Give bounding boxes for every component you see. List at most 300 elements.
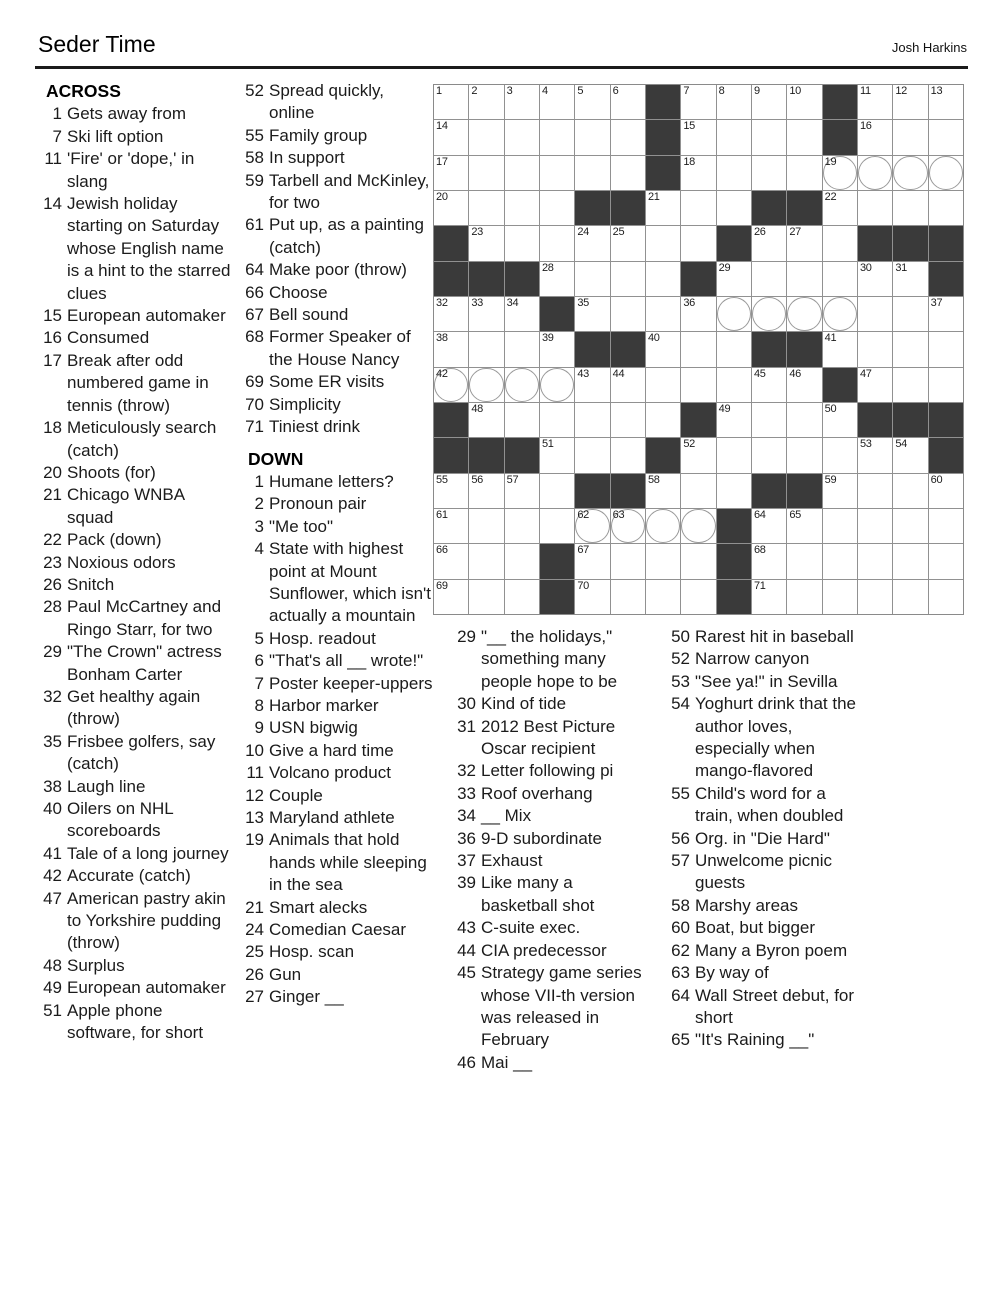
grid-cell-r15c6[interactable] [611,580,645,614]
grid-cell-r5c10[interactable] [752,226,786,260]
grid-cell-r10c4[interactable] [540,403,574,437]
cell-number: 58 [647,473,660,486]
clue-text: Tiniest drink [269,417,361,437]
grid-cell-r3c14[interactable] [893,156,927,190]
grid-cell-r3c13[interactable] [858,156,892,190]
grid-cell-r9c2[interactable] [469,368,503,402]
grid-cell-r7c3[interactable] [505,297,539,331]
grid-cell-r6c6[interactable] [611,262,645,296]
grid-cell-r9c7[interactable] [646,368,680,402]
grid-cell-r4c4[interactable] [540,191,574,225]
grid-cell-r7c11[interactable] [787,297,821,331]
grid-cell-r13c7[interactable] [646,509,680,543]
clue-down-54 [666,693,864,783]
clue-number: 18 [43,418,62,438]
grid-cell-r9c1[interactable] [434,368,468,402]
grid-cell-r15c10[interactable] [752,580,786,614]
grid-cell-r11c6[interactable] [611,438,645,472]
clue-number: 21 [43,485,62,505]
grid-cell-r3c6[interactable] [611,156,645,190]
grid-cell-r12c3[interactable] [505,474,539,508]
clue-down-4 [240,538,434,628]
clue-text: Tarbell and McKinley, for two [269,170,430,213]
cell-number: 21 [647,190,660,203]
black-cell-r9c12 [823,368,857,402]
clue-text: Paul McCartney and Ringo Starr, for two [67,597,222,639]
grid-cell-r8c2[interactable] [469,332,503,366]
grid-cell-r6c7[interactable] [646,262,680,296]
grid-cell-r1c4[interactable] [540,85,574,119]
clue-down-5 [240,628,434,650]
clue-number: 64 [671,985,690,1005]
clue-across-70 [240,394,434,416]
clue-text: Make poor (throw) [269,260,407,280]
clue-down-10 [240,740,434,762]
grid-cell-r3c1[interactable] [434,156,468,190]
grid-cell-r8c1[interactable] [434,332,468,366]
grid-cell-r4c7[interactable] [646,191,680,225]
clue-down-60 [666,917,864,939]
grid-cell-r3c11[interactable] [787,156,821,190]
grid-cell-r5c6[interactable] [611,226,645,260]
grid-cell-r2c14[interactable] [893,120,927,154]
grid-cell-r11c5[interactable] [575,438,609,472]
cell-number: 11 [859,85,871,97]
grid-cell-r1c15[interactable] [929,85,963,119]
grid-cell-r2c3[interactable] [505,120,539,154]
grid-cell-r2c11[interactable] [787,120,821,154]
grid-cell-r5c5[interactable] [575,226,609,260]
grid-cell-r2c5[interactable] [575,120,609,154]
grid-cell-r9c13[interactable] [858,368,892,402]
clue-text: Animals that hold hands while sleeping in the sea [269,830,427,895]
grid-cell-r14c15[interactable] [929,544,963,578]
grid-cell-r6c9[interactable] [717,262,751,296]
grid-cell-r14c13[interactable] [858,544,892,578]
circle-marker [505,368,539,402]
grid-cell-r1c13[interactable] [858,85,892,119]
grid-cell-r14c3[interactable] [505,544,539,578]
grid-cell-r5c3[interactable] [505,226,539,260]
grid-cell-r10c10[interactable] [752,403,786,437]
grid-cell-r12c2[interactable] [469,474,503,508]
grid-cell-r7c1[interactable] [434,297,468,331]
clue-text: Tale of a long journey [67,843,229,863]
black-cell-r12c10 [752,474,786,508]
grid-cell-r11c12[interactable] [823,438,857,472]
black-cell-r1c7 [646,85,680,119]
grid-cell-r3c8[interactable] [681,156,715,190]
grid-cell-r12c4[interactable] [540,474,574,508]
clue-text: Comedian Caesar [269,920,407,940]
grid-cell-r9c5[interactable] [575,368,609,402]
grid-cell-r11c14[interactable] [893,438,927,472]
clue-number: 61 [245,215,264,235]
grid-cell-r12c13[interactable] [858,474,892,508]
grid-cell-r13c6[interactable] [611,509,645,543]
grid-cell-r3c2[interactable] [469,156,503,190]
grid-cell-r4c8[interactable] [681,191,715,225]
clue-column-4 [666,626,864,1052]
clue-text: Couple [269,785,323,805]
grid-cell-r13c4[interactable] [540,509,574,543]
clue-number: 10 [245,740,264,760]
grid-cell-r1c1[interactable] [434,85,468,119]
clue-text: Choose [269,282,328,302]
grid-cell-r13c3[interactable] [505,509,539,543]
clue-down-26 [240,964,434,986]
grid-cell-r7c10[interactable] [752,297,786,331]
grid-cell-r1c9[interactable] [717,85,751,119]
grid-cell-r2c1[interactable] [434,120,468,154]
clue-number: 22 [43,530,62,550]
down-clues-list-1 [240,471,434,1009]
grid-cell-r6c12[interactable] [823,262,857,296]
clue-number: 51 [43,1000,62,1020]
grid-cell-r4c14[interactable] [893,191,927,225]
grid-cell-r10c9[interactable] [717,403,751,437]
grid-cell-r14c5[interactable] [575,544,609,578]
grid-cell-r4c1[interactable] [434,191,468,225]
grid-cell-r5c8[interactable] [681,226,715,260]
grid-cell-r7c8[interactable] [681,297,715,331]
grid-cell-r13c5[interactable] [575,509,609,543]
grid-cell-r5c2[interactable] [469,226,503,260]
grid-cell-r4c2[interactable] [469,191,503,225]
clue-text: Ginger __ [269,987,344,1007]
clue-number: 7 [52,126,62,146]
cell-number: 4 [541,85,548,97]
clue-number: 71 [245,417,264,437]
grid-cell-r14c1[interactable] [434,544,468,578]
grid-cell-r13c13[interactable] [858,509,892,543]
grid-cell-r3c4[interactable] [540,156,574,190]
clue-text: Exhaust [481,851,543,871]
grid-cell-r1c14[interactable] [893,85,927,119]
grid-cell-r12c9[interactable] [717,474,751,508]
grid-cell-r2c4[interactable] [540,120,574,154]
grid-cell-r9c3[interactable] [505,368,539,402]
grid-cell-r13c8[interactable] [681,509,715,543]
cell-number: 26 [753,226,766,239]
grid-cell-r14c8[interactable] [681,544,715,578]
cell-number: 47 [859,367,872,380]
cell-number: 32 [436,296,448,309]
grid-cell-r5c4[interactable] [540,226,574,260]
cell-number: 29 [718,261,731,274]
grid-cell-r2c10[interactable] [752,120,786,154]
grid-cell-r1c8[interactable] [681,85,715,119]
clue-number: 27 [245,987,264,1007]
clue-text: Letter following pi [481,761,614,781]
grid-cell-r14c12[interactable] [823,544,857,578]
grid-cell-r7c2[interactable] [469,297,503,331]
grid-cell-r8c3[interactable] [505,332,539,366]
grid-cell-r11c9[interactable] [717,438,751,472]
clue-across-41 [38,843,232,865]
grid-cell-r13c11[interactable] [787,509,821,543]
grid-cell-r4c13[interactable] [858,191,892,225]
clue-text: European automaker [67,306,226,326]
grid-cell-r11c10[interactable] [752,438,786,472]
grid-cell-r7c12[interactable] [823,297,857,331]
grid-cell-r2c8[interactable] [681,120,715,154]
circle-marker [646,509,680,543]
cell-number: 43 [577,367,589,380]
clue-number: 26 [43,574,62,594]
clue-number: 52 [245,81,264,100]
grid-cell-r12c1[interactable] [434,474,468,508]
grid-cell-r10c3[interactable] [505,403,539,437]
clue-number: 68 [245,327,264,347]
cell-number: 49 [718,402,731,415]
clue-number: 63 [671,963,690,983]
grid-cell-r2c6[interactable] [611,120,645,154]
grid-cell-r8c15[interactable] [929,332,963,366]
grid-cell-r14c2[interactable] [469,544,503,578]
grid-cell-r2c15[interactable] [929,120,963,154]
grid-cell-r9c4[interactable] [540,368,574,402]
grid-cell-r15c15[interactable] [929,580,963,614]
clue-text: Simplicity [269,394,341,414]
grid-cell-r6c10[interactable] [752,262,786,296]
grid-cell-r3c12[interactable] [823,156,857,190]
grid-cell-r10c7[interactable] [646,403,680,437]
grid-cell-r7c7[interactable] [646,297,680,331]
clue-across-71 [240,416,434,438]
grid-cell-r6c4[interactable] [540,262,574,296]
grid-cell-r10c11[interactable] [787,403,821,437]
grid-cell-r3c15[interactable] [929,156,963,190]
grid-cell-r7c15[interactable] [929,297,963,331]
grid-cell-r11c4[interactable] [540,438,574,472]
clue-text: American pastry akin to Yorkshire pudding (throw) [67,888,226,953]
cell-number: 50 [824,402,837,415]
cell-number: 37 [930,296,943,309]
grid-cell-r12c14[interactable] [893,474,927,508]
grid-cell-r13c2[interactable] [469,509,503,543]
grid-cell-r7c9[interactable] [717,297,751,331]
clue-text: Boat, but bigger [695,918,816,938]
grid-cell-r8c8[interactable] [681,332,715,366]
grid-cell-r7c13[interactable] [858,297,892,331]
grid-cell-r9c14[interactable] [893,368,927,402]
grid-cell-r15c2[interactable] [469,580,503,614]
grid-cell-r10c12[interactable] [823,403,857,437]
clue-down-2 [240,493,434,515]
clue-down-55 [666,783,864,828]
grid-cell-r11c13[interactable] [858,438,892,472]
clue-down-27 [240,986,434,1008]
grid-cell-r13c15[interactable] [929,509,963,543]
clue-down-36 [452,828,644,850]
grid-cell-r1c2[interactable] [469,85,503,119]
grid-cell-r1c3[interactable] [505,85,539,119]
grid-cell-r13c10[interactable] [752,509,786,543]
cell-number: 28 [541,261,554,274]
grid-cell-r12c8[interactable] [681,474,715,508]
grid-cell-r1c5[interactable] [575,85,609,119]
clue-number: 5 [254,628,264,648]
cell-number: 3 [506,85,513,97]
clue-across-23 [38,552,232,574]
grid-cell-r15c12[interactable] [823,580,857,614]
grid-cell-r5c12[interactable] [823,226,857,260]
grid-cell-r9c9[interactable] [717,368,751,402]
grid-cell-r15c7[interactable] [646,580,680,614]
grid-cell-r12c7[interactable] [646,474,680,508]
clue-text: Surplus [67,955,125,975]
grid-cell-r3c5[interactable] [575,156,609,190]
clue-text: "__ the holidays," something many people hope to be [481,627,618,691]
grid-cell-r4c3[interactable] [505,191,539,225]
grid-cell-r12c12[interactable] [823,474,857,508]
clue-text: In support [269,148,345,168]
grid-cell-r1c10[interactable] [752,85,786,119]
grid-cell-r14c14[interactable] [893,544,927,578]
grid-cell-r6c5[interactable] [575,262,609,296]
clue-number: 29 [457,627,476,646]
clue-across-52 [240,80,434,125]
black-cell-r5c15 [929,226,963,260]
grid-cell-r11c8[interactable] [681,438,715,472]
grid-cell-r8c4[interactable] [540,332,574,366]
clue-text: Kind of tide [481,694,567,714]
grid-cell-r14c6[interactable] [611,544,645,578]
grid-cell-r9c10[interactable] [752,368,786,402]
grid-cell-r10c2[interactable] [469,403,503,437]
cell-number: 42 [436,367,448,380]
grid-cell-r8c13[interactable] [858,332,892,366]
grid-cell-r13c14[interactable] [893,509,927,543]
grid-cell-r9c6[interactable] [611,368,645,402]
black-cell-r4c6 [611,191,645,225]
grid-cell-r9c15[interactable] [929,368,963,402]
clue-down-19 [240,829,434,896]
clue-number: 6 [254,651,264,671]
clue-text: Break after odd numbered game in tennis (throw) [67,350,209,415]
clue-down-34 [452,805,644,827]
cell-number: 53 [859,438,872,451]
grid-cell-r15c3[interactable] [505,580,539,614]
grid-cell-r1c11[interactable] [787,85,821,119]
black-cell-r4c11 [787,191,821,225]
grid-cell-r13c1[interactable] [434,509,468,543]
grid-cell-r11c11[interactable] [787,438,821,472]
grid-cell-r5c11[interactable] [787,226,821,260]
cell-number: 34 [506,296,519,309]
clue-down-25 [240,941,434,963]
grid-cell-r8c12[interactable] [823,332,857,366]
grid-cell-r2c9[interactable] [717,120,751,154]
grid-cell-r15c1[interactable] [434,580,468,614]
grid-cell-r2c13[interactable] [858,120,892,154]
grid-cell-r7c6[interactable] [611,297,645,331]
grid-cell-r9c8[interactable] [681,368,715,402]
clue-text: Poster keeper-uppers [269,673,433,693]
grid-cell-r8c14[interactable] [893,332,927,366]
grid-cell-r10c5[interactable] [575,403,609,437]
grid-cell-r4c9[interactable] [717,191,751,225]
grid-cell-r3c3[interactable] [505,156,539,190]
grid-cell-r9c11[interactable] [787,368,821,402]
clue-number: 24 [245,920,264,940]
grid-cell-r8c9[interactable] [717,332,751,366]
grid-cell-r7c5[interactable] [575,297,609,331]
clue-number: 8 [254,695,264,715]
grid-cell-r6c11[interactable] [787,262,821,296]
grid-cell-r7c14[interactable] [893,297,927,331]
grid-cell-r6c14[interactable] [893,262,927,296]
grid-cell-r15c11[interactable] [787,580,821,614]
clue-number: 58 [671,895,690,915]
black-cell-r13c9 [717,509,751,543]
black-cell-r12c6 [611,474,645,508]
grid-cell-r12c15[interactable] [929,474,963,508]
clue-number: 1 [52,104,62,124]
grid-cell-r10c6[interactable] [611,403,645,437]
grid-cell-r3c9[interactable] [717,156,751,190]
grid-cell-r15c8[interactable] [681,580,715,614]
clue-number: 49 [43,978,62,998]
grid-cell-r4c15[interactable] [929,191,963,225]
clue-number: 54 [671,694,690,714]
clue-across-61 [240,214,434,259]
grid-cell-r14c10[interactable] [752,544,786,578]
cell-number: 19 [824,155,837,168]
grid-cell-r1c6[interactable] [611,85,645,119]
author-byline: Josh Harkins [891,40,967,55]
black-cell-r15c9 [717,580,751,614]
clue-number: 47 [43,888,62,908]
clue-text: Shoots (for) [67,462,156,482]
clue-number: 33 [457,783,476,803]
circle-marker [469,368,503,402]
grid-cell-r15c5[interactable] [575,580,609,614]
clue-number: 11 [44,149,62,169]
clue-across-15 [38,305,232,327]
clue-down-21 [240,897,434,919]
clue-down-53 [666,671,864,693]
clue-down-7 [240,673,434,695]
circle-marker [717,297,751,331]
clue-text: "It's Raining __" [695,1030,815,1050]
clue-text: "See ya!" in Sevilla [695,671,838,691]
grid-cell-r14c7[interactable] [646,544,680,578]
clue-text: Chicago WNBA squad [67,485,185,527]
clue-across-47 [38,888,232,955]
grid-cell-r6c13[interactable] [858,262,892,296]
grid-cell-r2c2[interactable] [469,120,503,154]
clue-text: "Me too" [269,516,334,536]
grid-cell-r8c7[interactable] [646,332,680,366]
grid-cell-r4c12[interactable] [823,191,857,225]
grid-cell-r15c14[interactable] [893,580,927,614]
black-cell-r10c13 [858,403,892,437]
clue-down-37 [452,850,644,872]
clue-number: 38 [43,776,62,796]
grid-cell-r5c7[interactable] [646,226,680,260]
clue-number: 13 [245,808,264,827]
clue-down-6 [240,650,434,672]
black-cell-r6c2 [469,262,503,296]
grid-cell-r14c11[interactable] [787,544,821,578]
grid-cell-r13c12[interactable] [823,509,857,543]
grid-cell-r3c10[interactable] [752,156,786,190]
black-cell-r10c14 [893,403,927,437]
grid-cell-r15c13[interactable] [858,580,892,614]
down-heading: DOWN [248,448,304,469]
